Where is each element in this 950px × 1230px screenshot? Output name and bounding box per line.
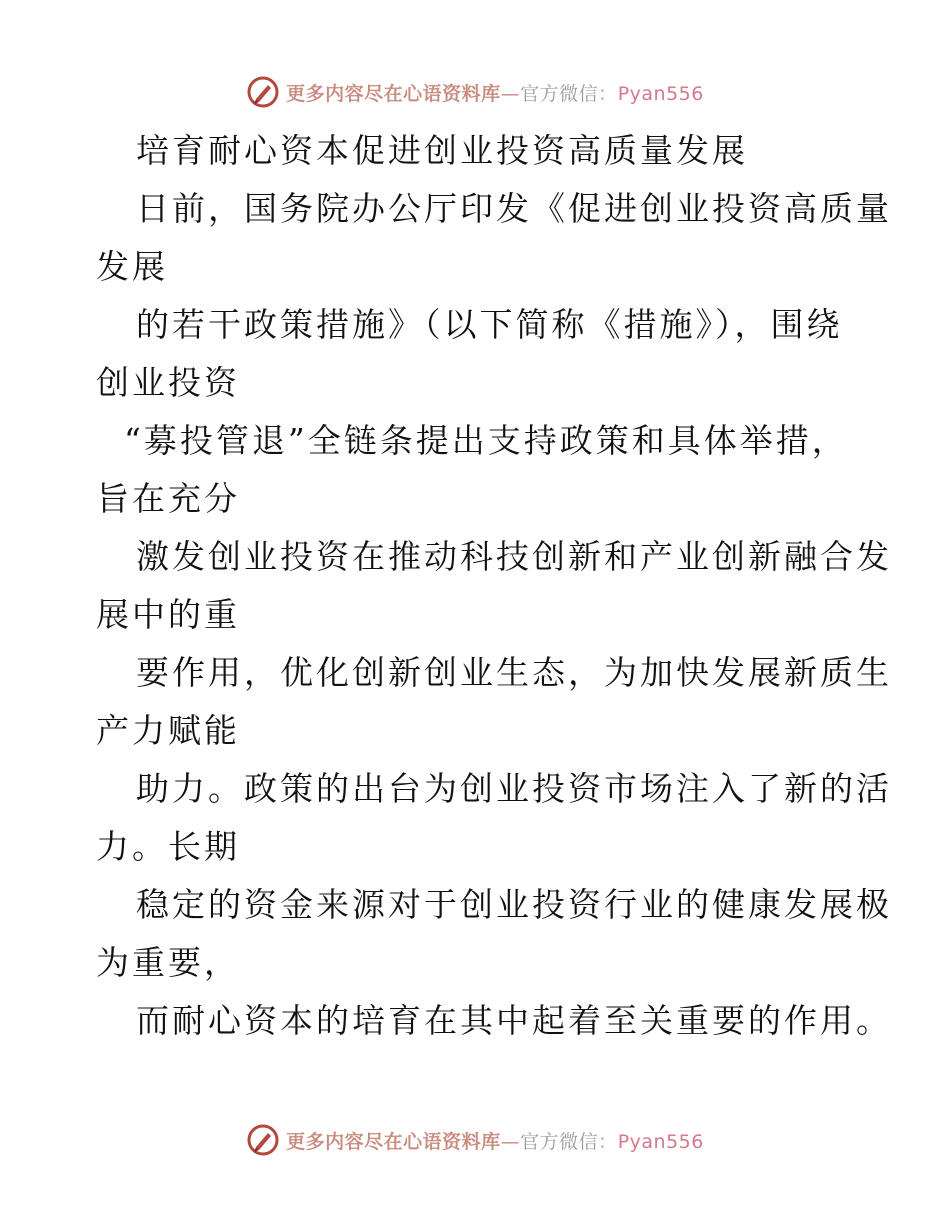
header-watermark [0,72,950,112]
pen-logo-icon [246,75,280,109]
watermark-text [286,79,704,106]
watermark-wechat-id: Pyan556 [617,1130,704,1153]
paragraph-line: 要作用，优化创新创业生态，为加快发展新质生 [136,653,892,692]
watermark-site: 更多内容尽在心语资料库 [286,1130,501,1153]
paragraph-line: 为重要， [96,943,240,982]
paragraph-line: 助力。政策的出台为创业投资市场注入了新的活 [136,769,892,808]
watermark-dash: — [500,1130,521,1153]
watermark-wechat-id: Pyan556 [617,82,704,105]
paragraph-line: 旨在充分 [96,479,240,518]
paragraph-line: “募投管退”全链条提出支持政策和具体举措， [124,421,848,460]
paragraph-line: 展中的重 [96,595,240,634]
paragraph-line: 激发创业投资在推动科技创新和产业创新融合发 [136,537,892,576]
paragraph-line: 创业投资 [96,363,240,402]
paragraph-line: 的若干政策措施》（以下简称《措施》），围绕 [136,305,843,344]
watermark-wechat-label: 官方微信： [520,1130,618,1153]
watermark-wechat-label: 官方微信： [520,82,618,105]
pen-logo-icon [246,1123,280,1157]
footer-watermark [0,1120,950,1160]
watermark-text [286,1127,704,1154]
paragraph-line: 稳定的资金来源对于创业投资行业的健康发展极 [136,885,892,924]
paragraph-line: 日前，国务院办公厅印发《促进创业投资高质量 [136,189,892,228]
document-title: 培育耐心资本促进创业投资高质量发展 [136,131,748,170]
paragraph-line: 产力赋能 [96,711,240,750]
watermark-dash: — [500,82,521,105]
watermark-site: 更多内容尽在心语资料库 [286,82,501,105]
paragraph-line: 发展 [96,247,168,286]
paragraph-line: 力。长期 [96,827,240,866]
document-body [96,122,892,1050]
paragraph-line: 而耐心资本的培育在其中起着至关重要的作用。 [136,1001,892,1040]
